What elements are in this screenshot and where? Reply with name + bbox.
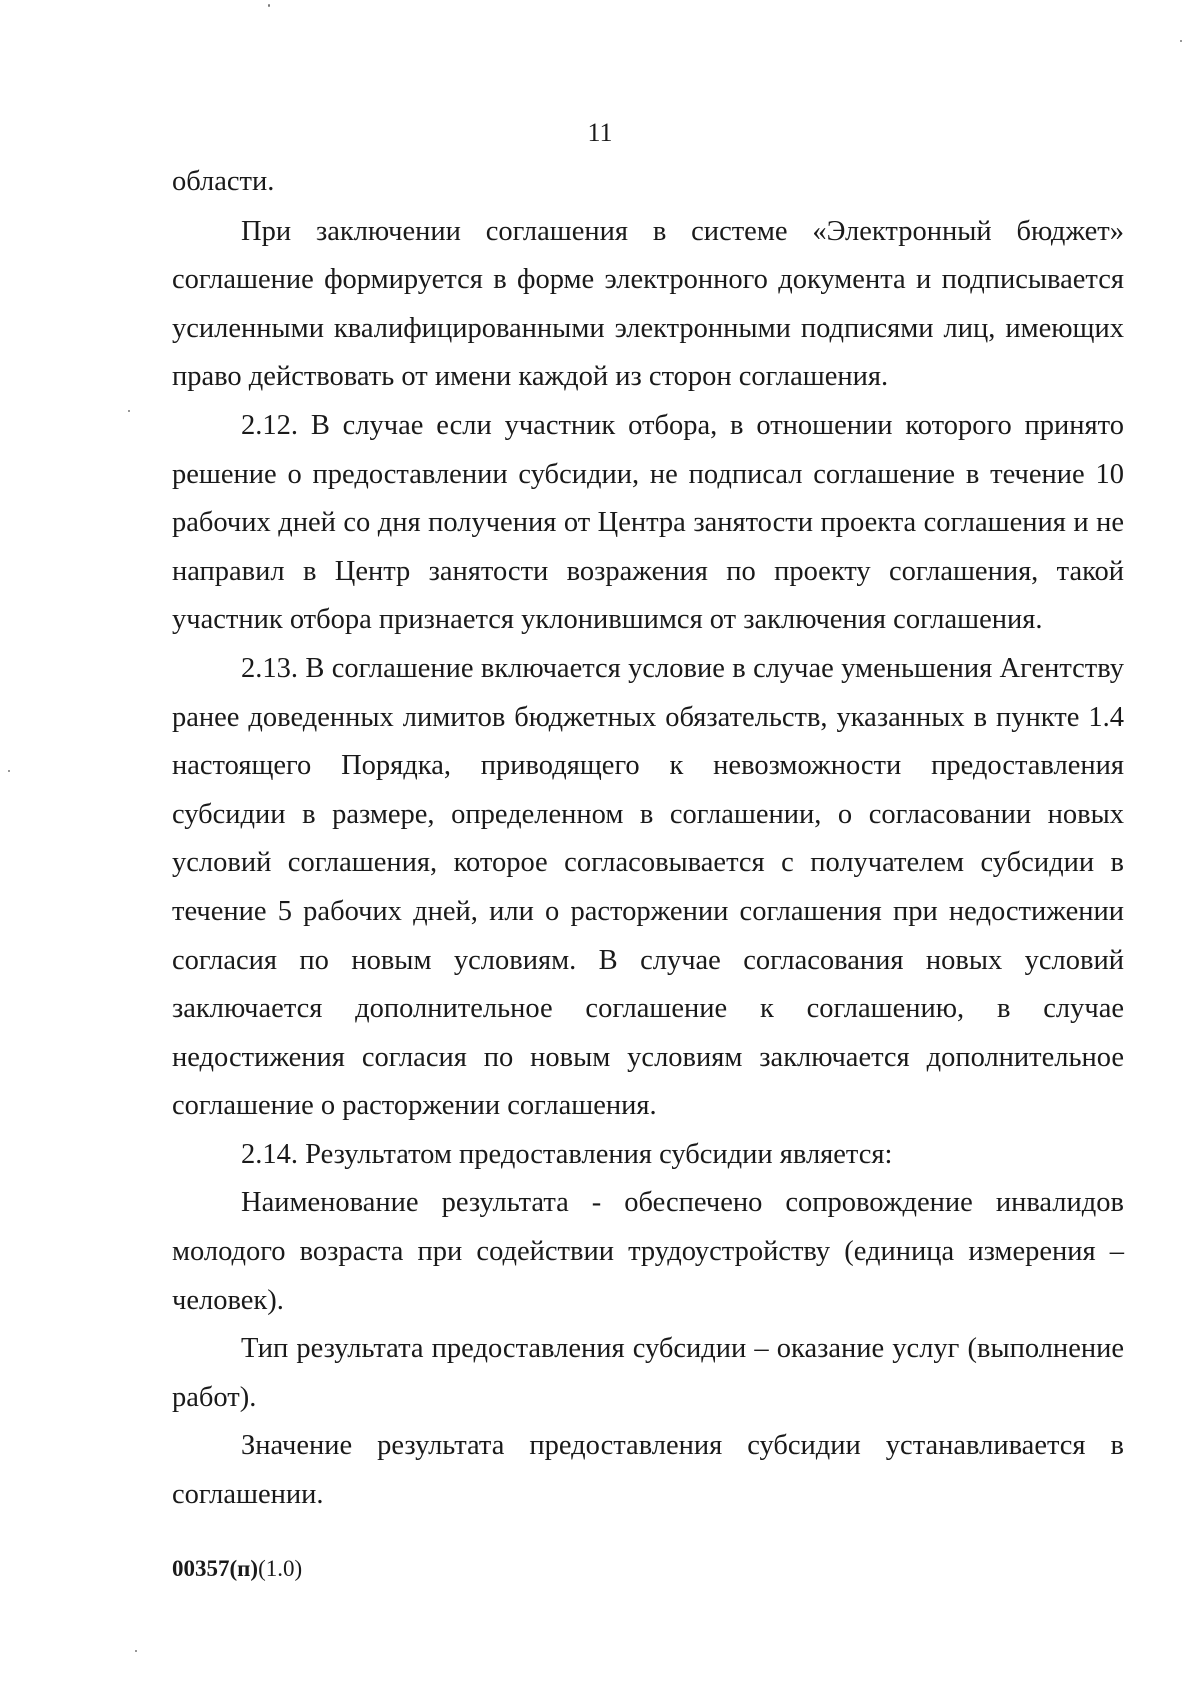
paragraph-result-name: Наименование результата - обеспечено сопровождение инвалидов молодого возраста при содействии трудоустройству (единица измерения – человек). (172, 1187, 1124, 1316)
document-code-version: (1.0) (258, 1556, 303, 1581)
paragraph-2-14: 2.14. Результатом предоставления субсидии является: (241, 1138, 893, 1170)
document-code (172, 1555, 302, 1583)
paragraph-electronic-budget: При заключении соглашения в системе «Электронный бюджет» соглашение формируется в форме электронного документа и подписывается усиленными квалифицированными электронными подписями лиц, имеющих право действовать от имени каждой из сторон соглашения. (172, 215, 1124, 393)
document-code-number: 00357(п) (172, 1556, 259, 1581)
scan-speck (128, 410, 130, 412)
paragraph-continuation: области. (172, 166, 275, 197)
paragraph-result-value: Значение результата предоставления субсидии устанавливается в соглашении. (172, 1430, 1124, 1511)
scan-speck (8, 770, 10, 772)
scan-speck (268, 4, 270, 7)
scan-speck (135, 1650, 137, 1652)
paragraph-2-12: 2.12. В случае если участник отбора, в отношении которого принято решение о предоставлении субсидии, не подписал соглашение в течение 10 рабочих дней со дня получения от Центра занятости проекта соглашения и не направил в Центр занятости возражения по проекту соглашения, такой участник отбора признается уклонившимся от заключения соглашения. (172, 409, 1124, 636)
scan-speck (1180, 40, 1182, 42)
paragraph-result-type: Тип результата предоставления субсидии – оказание услуг (выполнение работ). (172, 1333, 1124, 1413)
document-body (172, 158, 1124, 1520)
page-number: 11 (587, 118, 613, 147)
paragraph-2-13: 2.13. В соглашение включается условие в случае уменьшения Агентству ранее доведенных лимитов бюджетных обязательств, указанных в пункте 1.4 настоящего Порядка, приводящего к невозможности предоставления субсидии в размере, определенном в соглашении, о согласовании новых условий соглашения, которое согласовывается с получателем субсидии в течение 5 рабочих дней, или о расторжении соглашения при недостижении согласия по новым условиям. В случае согласования новых условий заключается дополнительное соглашение к соглашению, в случае недостижения согласия по новым условиям заключается дополнительное соглашение о расторжении соглашения. (172, 652, 1124, 1122)
